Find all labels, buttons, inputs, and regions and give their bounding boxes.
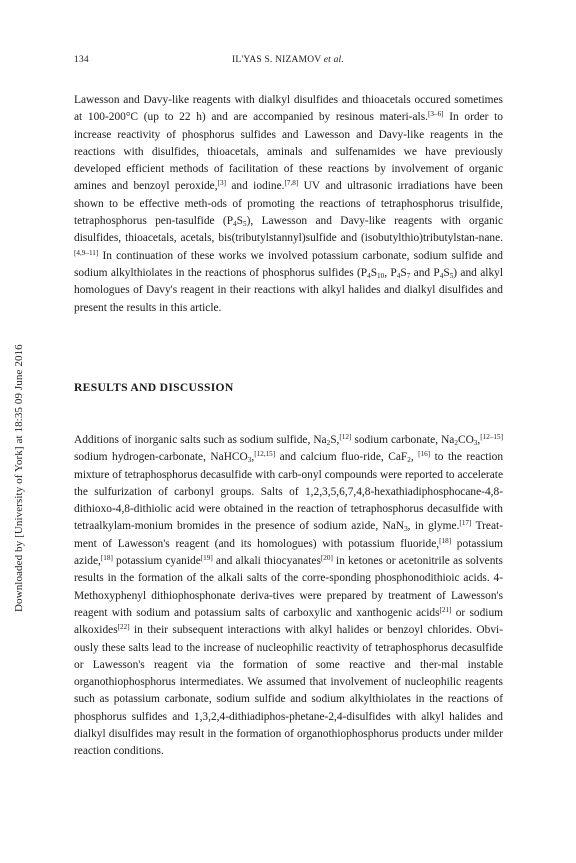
- citation-ref: [18]: [439, 536, 452, 545]
- running-head-etal: et al.: [323, 55, 344, 65]
- citation-ref: [12–15]: [480, 433, 504, 441]
- text-run: In continuation of these works we involved potassium carbonate, sodium sulfide and sodium alkylthiolates in the reactions of phosphorus sulfides (P: [74, 249, 503, 279]
- subscript: 2: [326, 439, 331, 447]
- text-run: sodium hydrogen-carbonate, NaHCO: [74, 451, 248, 464]
- text-run: sodium carbonate, Na: [351, 434, 455, 446]
- citation-ref: [16]: [418, 450, 431, 459]
- subscript: 2: [407, 456, 411, 465]
- download-watermark: Downloaded by [University of York] at 18:35 09 June 2016: [13, 344, 25, 612]
- running-head-author: IL'YAS S. NIZAMOV: [232, 55, 322, 65]
- section-heading: RESULTS AND DISCUSSION: [74, 381, 234, 394]
- citation-ref: [3]: [217, 179, 226, 188]
- text-run: and calcium fluo-ride, CaF: [275, 451, 408, 464]
- citation-ref: [18]: [100, 554, 113, 563]
- text-run: , P: [384, 266, 397, 279]
- text-run: CO: [457, 434, 474, 446]
- running-head: [0, 55, 576, 65]
- text-run: S: [443, 266, 450, 279]
- text-run: and iodine.: [225, 180, 285, 193]
- paragraph-2: [74, 432, 503, 761]
- subscript: 3: [473, 439, 478, 447]
- citation-ref: [12,15]: [254, 450, 276, 459]
- subscript: 3: [404, 525, 408, 534]
- citation-ref: [21]: [439, 605, 452, 614]
- text-run: to the reaction mixture of tetraphosphorus decasulfide with carb-onyl compounds were reported to accelerate the sulfurization of carbonyl groups. Salts of 1,2,3,5,6,7,4,8-hexathiadiphosphocane-4,8-dithioxo-4,8-dithiolic acid were obtained in the reaction of tetraphosphorus decasulfide with tetraalkylam-monium bromides in the presence of sodium azide, NaN: [74, 451, 504, 533]
- subscript: 3: [247, 456, 252, 465]
- text-run: and P: [410, 266, 440, 279]
- page-number: 134: [74, 55, 89, 65]
- text-run: Lawesson and Davy-like reagents with dialkyl disulfides and thioacetals occured sometimes at 100-200°C (up to 22 h) and are accompanied by resinous materi-als.: [74, 94, 503, 124]
- text-run: In order to increase reactivity of phosphorus sulfides and Lawesson and Davy-like reagents in the reactions with disulfides, thioacetals, aminals and sulfenamides we have previously developed efficient methods of facilitation of these reactions by involvement of organic amines and benzoyl peroxide,: [74, 111, 503, 193]
- subscript: 7: [406, 271, 411, 280]
- citation-ref: [7,8]: [284, 179, 299, 188]
- text-run: potassium azide,: [74, 537, 504, 568]
- text-run: ) and alkyl homologues of Davy's reagent in their reactions with alkyl halides and dialkyl disulfides and present the results in this article.: [74, 266, 503, 314]
- text-run: Additions of inorganic salts such as sodium sulfide, Na: [74, 434, 327, 446]
- text-run: in ketones or acetonitrile as solvents results in the formation of the alkali salts of the corre-sponding phosphonodithioic acids. 4-Methoxyphenyl dithiophosphonate deriva-tives were prepared by treatment of Lawesson's reagent with sodium and potassium salts of carboxylic and xanthogenic acids: [74, 555, 503, 619]
- text-run: or sodium alkoxides: [74, 606, 503, 637]
- citation-ref: [19]: [200, 554, 213, 563]
- text-run: S: [236, 215, 243, 228]
- text-run: S,: [330, 434, 340, 446]
- citation-ref: [20]: [320, 554, 333, 563]
- text-run: and alkali thiocyanates: [212, 555, 321, 568]
- text-run: in their subsequent interactions with alkyl halides or benzoyl chlorides. Obvi-ously these salts lead to the increase of nucleophilic reactivity of tetraphosphorus decasulfide or Lawesson's reagent via the formation of some reactive and ther-mal instable organothiophosphorus intermediates. We assumed that involvement of nucleophilic reagents such as potassium carbonate, sodium sulfide and sodium alkylthiolates in the reactions of phosphorus sulfides and 1,3,2,4-dithiadiphos-phetane-2,4-disulfides with alkyl halides and dialkyl disulfides may result in the formation of organothiophosphorus products under milder reaction conditions.: [74, 624, 503, 758]
- citation-ref: [3–6]: [427, 110, 444, 119]
- subscript: 2: [454, 439, 458, 447]
- citation-ref: [17]: [459, 519, 472, 528]
- text-run: Treat-ment of Lawesson's reagent (and its homologues) with potassium fluoride,: [74, 520, 503, 550]
- citation-ref: [22]: [117, 623, 130, 632]
- text-run: , in glyme.: [407, 520, 460, 533]
- subscript: 4: [367, 271, 371, 280]
- subscript: 5: [449, 271, 454, 280]
- text-run: ,: [251, 451, 255, 464]
- text-run: UV and ultrasonic irradiations have been shown to be effective meth-ods of promoting the reactions of tetraphosphorus trisulfide, tetraphosphorus pen-tasulfide (P: [74, 180, 504, 228]
- citation-ref: [4,9–11]: [74, 248, 99, 257]
- text-run: potassium cyanide: [112, 555, 201, 568]
- text-run: ), Lawesson and Davy-like reagents with organic disulfides, thioacetals, acetals, bis(tributylstannyl)sulfide and (isobutylthio)tributylstan-nane.: [74, 215, 503, 245]
- page-header: [0, 55, 576, 69]
- subscript: 5: [242, 220, 247, 229]
- text-run: ,: [477, 434, 481, 446]
- subscript: 4: [439, 271, 444, 280]
- paragraph-1: [74, 92, 503, 317]
- subscript: 10: [377, 271, 385, 280]
- subscript: 4: [396, 271, 401, 280]
- subscript: 4: [233, 220, 237, 229]
- text-run: S: [370, 266, 378, 279]
- citation-ref: [12]: [339, 433, 352, 441]
- text-run: ,: [410, 451, 419, 464]
- text-run: S: [400, 266, 407, 279]
